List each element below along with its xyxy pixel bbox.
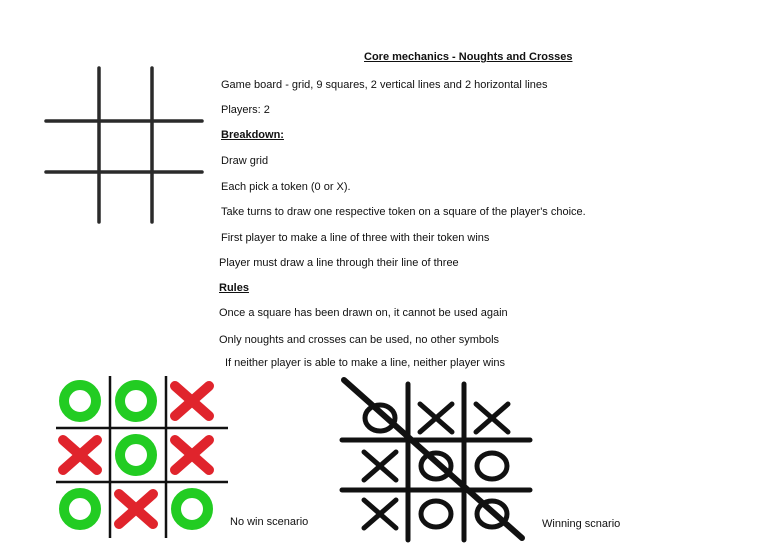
nought-icon — [421, 501, 451, 527]
nought-icon — [64, 493, 96, 525]
cross-icon — [119, 494, 153, 524]
cross-icon — [420, 404, 452, 432]
cross-icon — [63, 440, 97, 470]
nought-icon — [421, 453, 451, 479]
nought-icon — [176, 493, 208, 525]
text-line-pick-token: Each pick a token (0 or X). — [221, 181, 351, 193]
cross-icon — [175, 386, 209, 416]
winning-caption: Winning scnario — [542, 518, 621, 530]
nought-icon — [64, 385, 96, 417]
cross-icon — [175, 440, 209, 470]
rules-heading: Rules — [219, 282, 249, 294]
text-line-no-winner: If neither player is able to make a line, neither player wins — [225, 357, 506, 369]
no-win-board — [54, 374, 230, 540]
text-line-draw-grid: Draw grid — [221, 155, 269, 167]
text-line-draw-through: Player must draw a line through their line of three — [219, 257, 459, 269]
text-line-only-symbols: Only noughts and crosses can be used, no other symbols — [219, 334, 500, 346]
cross-icon — [364, 452, 396, 480]
winning-board — [338, 374, 538, 544]
nought-icon — [120, 439, 152, 471]
nought-icon — [120, 385, 152, 417]
text-line-square-used: Once a square has been drawn on, it cannot be used again — [219, 307, 508, 319]
cross-icon — [476, 404, 508, 432]
text-line-game-board: Game board - grid, 9 squares, 2 vertical lines and 2 horizontal lines — [221, 79, 548, 91]
page-title: Core mechanics - Noughts and Crosses — [364, 51, 573, 63]
breakdown-heading: Breakdown: — [221, 129, 284, 141]
nought-icon — [477, 453, 507, 479]
empty-grid-icon — [44, 66, 204, 226]
text-line-take-turns: Take turns to draw one respective token on a square of the player's choice. — [221, 206, 586, 218]
no-win-caption: No win scenario — [230, 516, 309, 528]
text-line-first-player: First player to make a line of three with their token wins — [221, 232, 490, 244]
cross-icon — [364, 500, 396, 528]
text-line-players: Players: 2 — [221, 104, 270, 116]
